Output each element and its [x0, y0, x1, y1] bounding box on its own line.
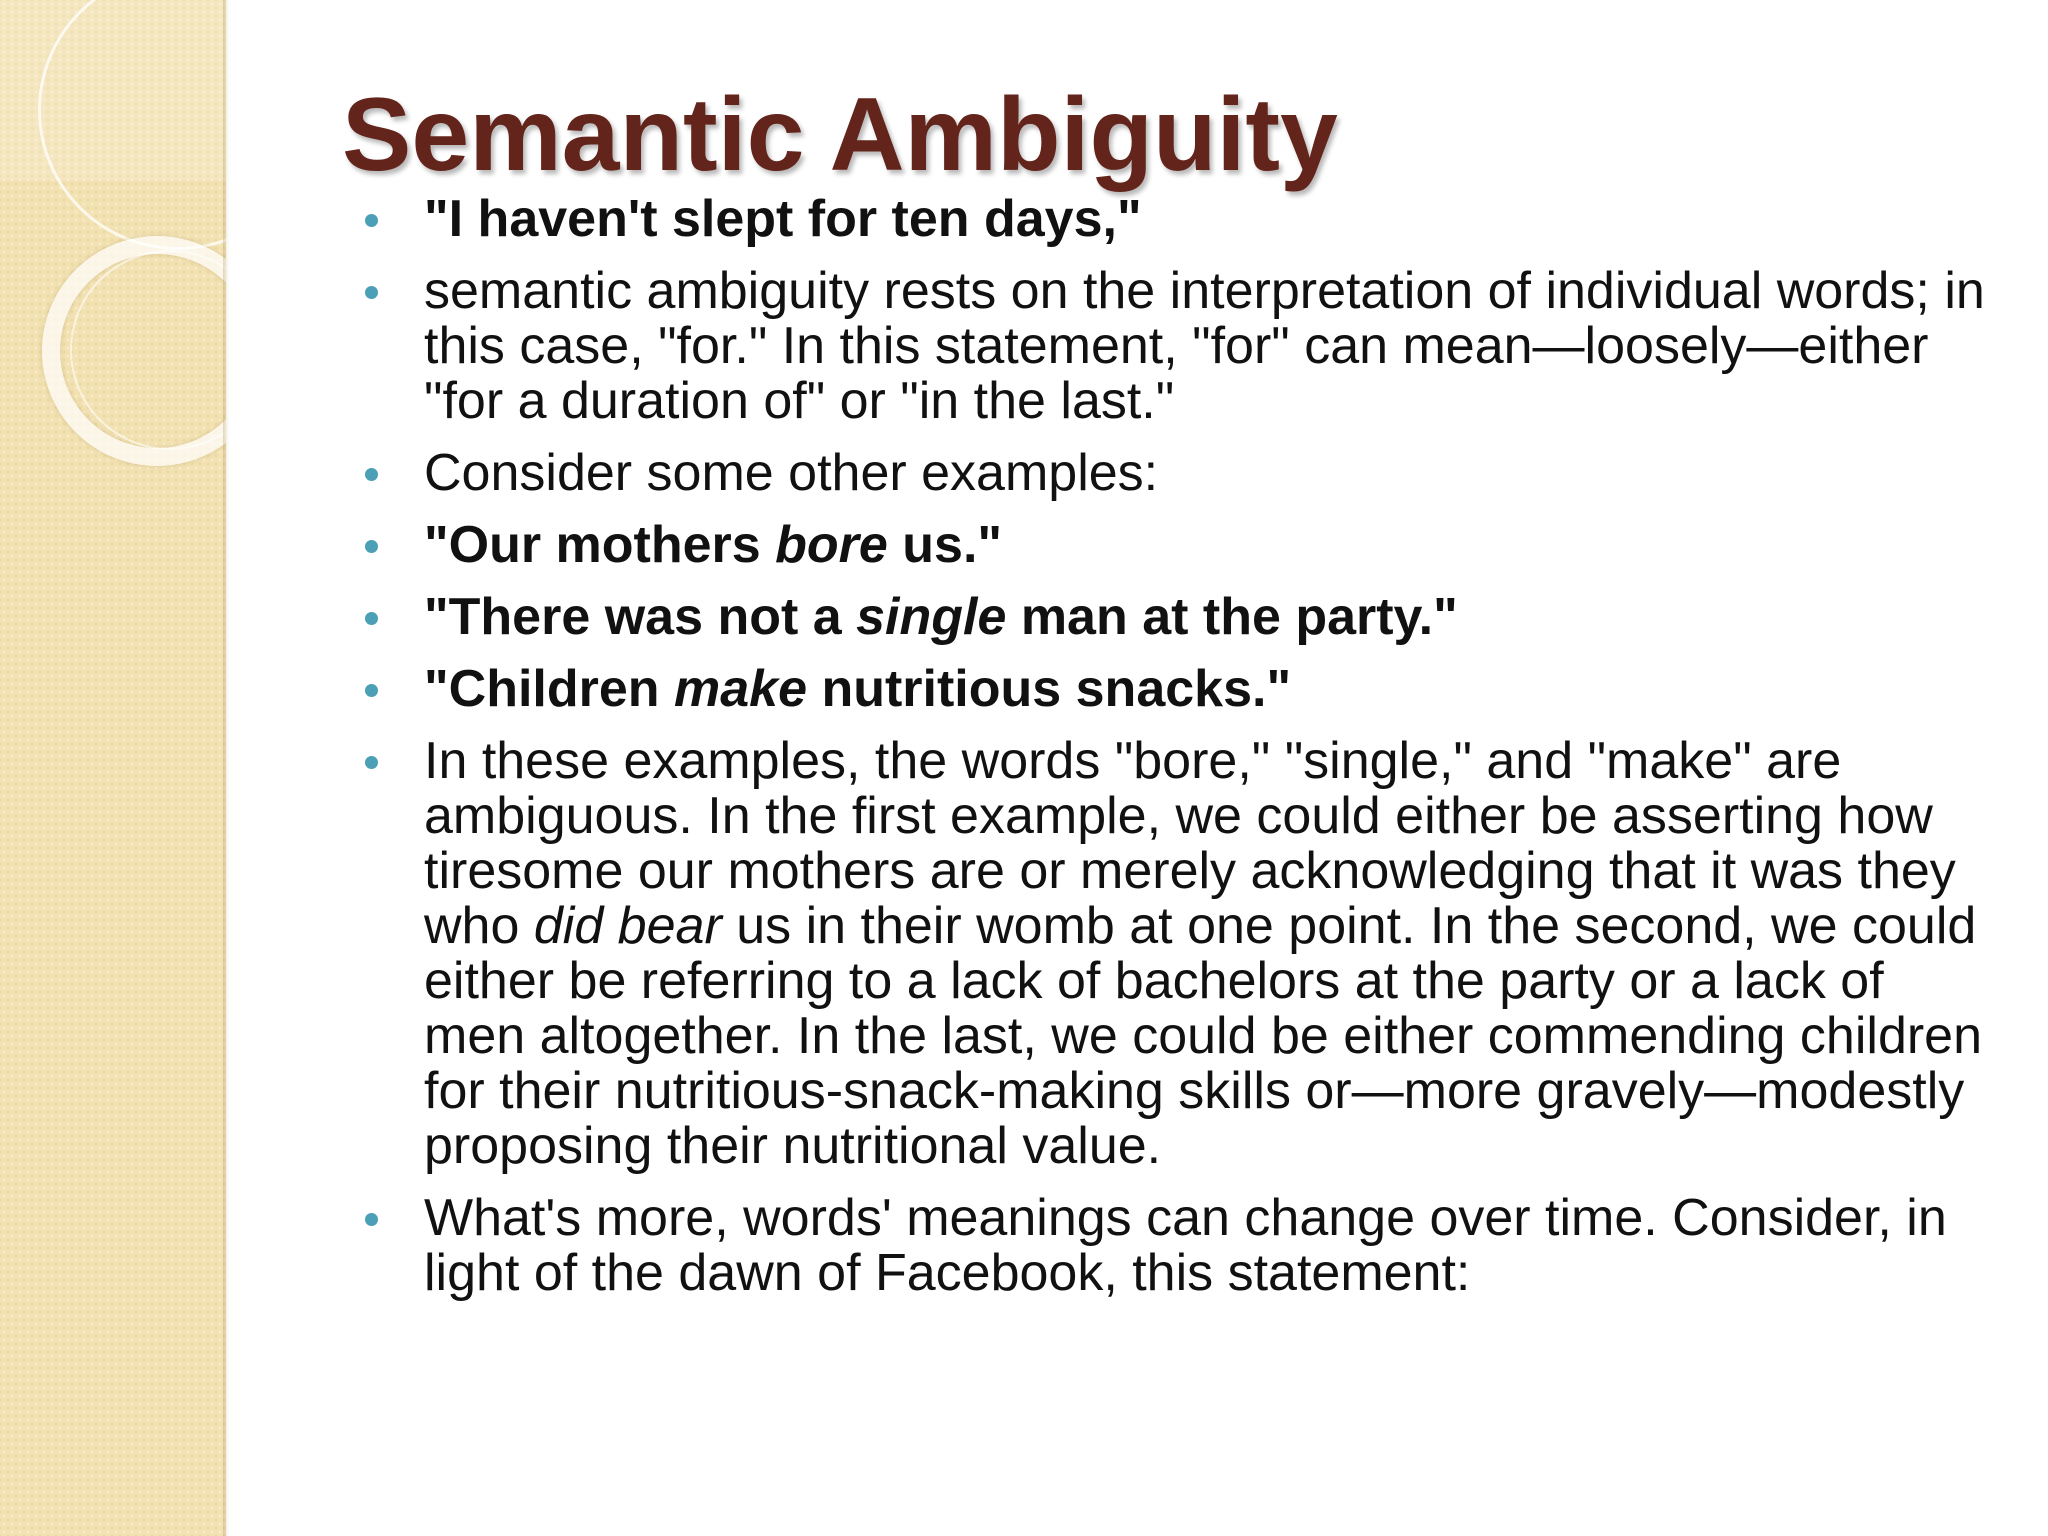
- bullet-text-after: us in their womb at one point. In the second, we could either be referring to a lack of bachelors at the party or a lack of men altogether. In the last, we could be either commending children for their nutritious-snack-making skills or—more gravely—modestly proposing their nutritional value.: [424, 897, 1983, 1175]
- bullet-dot-icon: [365, 540, 378, 553]
- bullet-dot-icon: [365, 1213, 378, 1226]
- bullet-text: "I haven't slept for ten days,": [424, 190, 1142, 248]
- bullet-text-before: "There was not a: [424, 588, 857, 646]
- bullet-text-emphasis: bore: [775, 516, 888, 574]
- bullet-text-after: us.": [887, 516, 1003, 574]
- bullet-meanings-change: [356, 1191, 1996, 1301]
- bullet-list: [356, 192, 1996, 1318]
- bullet-example-make: [356, 662, 1996, 717]
- bullet-dot-icon: [365, 286, 378, 299]
- bullet-example-bore: [356, 518, 1996, 573]
- bullet-text-emphasis: single: [856, 588, 1007, 646]
- bullet-explanation: [356, 734, 1996, 1174]
- decorative-sidebar: [0, 0, 226, 1536]
- bullet-dot-icon: [365, 756, 378, 769]
- bullet-text-after: nutritious snacks.": [807, 660, 1292, 718]
- bullet-text: What's more, words' meanings can change over time. Consider, in light of the dawn of Facebook, this statement:: [424, 1189, 1947, 1302]
- bullet-text-before: In these examples, the words "bore," "single," and "make" are ambiguous. In the first example, we could either be asserting how tiresome our mothers are or merely acknowledging that it was they who: [424, 732, 1956, 955]
- arc-decoration: [38, 0, 226, 250]
- sidebar-edge-shadow: [223, 0, 229, 1536]
- bullet-dot-icon: [365, 612, 378, 625]
- bullet-dot-icon: [365, 214, 378, 227]
- bullet-definition: [356, 264, 1996, 429]
- bullet-text-emphasis: did bear: [533, 897, 722, 955]
- bullet-text-after: man at the party.": [1006, 588, 1458, 646]
- bullet-text-emphasis: make: [674, 660, 807, 718]
- bullet-text-before: "Our mothers: [424, 516, 776, 574]
- bullet-text: Consider some other examples:: [424, 444, 1159, 502]
- bullet-text: semantic ambiguity rests on the interpretation of individual words; in this case, "for." In this statement, "for" can mean—loosely—either "for a duration of" or "in the last.": [424, 262, 1985, 430]
- bullet-dot-icon: [365, 684, 378, 697]
- bullet-quote-slept: [356, 192, 1996, 247]
- slide-title: Semantic Ambiguity: [342, 77, 1338, 193]
- bullet-consider-examples: [356, 446, 1996, 501]
- bullet-text-before: "Children: [424, 660, 674, 718]
- bullet-dot-icon: [365, 468, 378, 481]
- bullet-example-single: [356, 590, 1996, 645]
